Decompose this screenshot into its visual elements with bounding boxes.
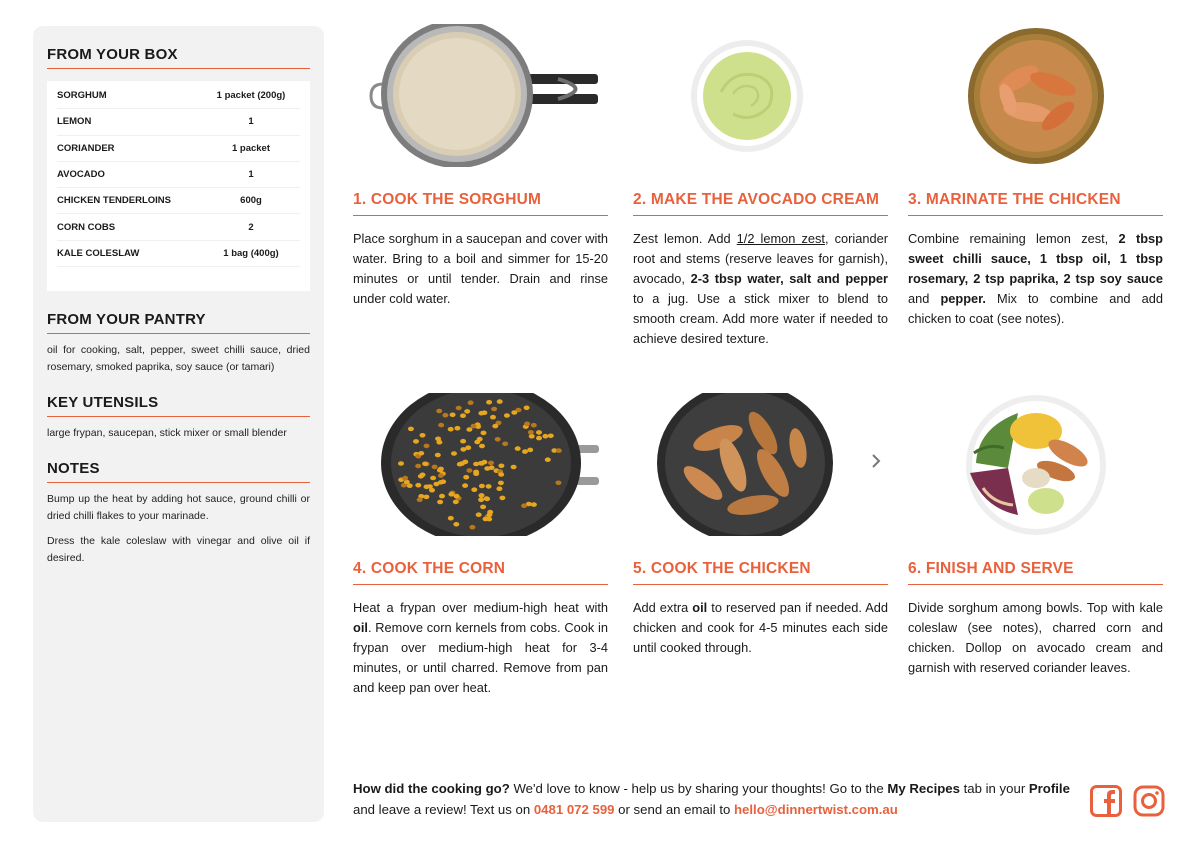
ingredient-row	[57, 188, 300, 214]
ingredient-row	[57, 109, 300, 135]
notes-title: NOTES	[47, 460, 310, 483]
notes-list	[47, 491, 310, 567]
profile-label: Profile	[1028, 781, 1070, 796]
utensils-text: large frypan, saucepan, stick mixer or small blender	[47, 427, 287, 439]
step-3	[908, 24, 1163, 329]
ingredient-qty: 1 bag (400g)	[223, 247, 279, 259]
step-2	[633, 24, 888, 349]
pantry-text: oil for cooking, salt, pepper, sweet chilli sauce, dried rosemary, smoked paprika, soy sauce (or tamari)	[47, 344, 310, 373]
ingredient-qty: 1 packet (200g)	[216, 90, 286, 102]
step-title: 2. MAKE THE AVOCADO CREAM	[633, 191, 888, 216]
ingredient-name: CORIANDER	[57, 142, 115, 154]
ingredient-name: CORN COBS	[57, 221, 116, 233]
step-1	[353, 24, 608, 309]
ingredient-qty: 1	[248, 116, 254, 128]
avocado-cream-photo	[633, 24, 888, 167]
step-4	[353, 393, 608, 698]
facebook-icon[interactable]	[1090, 785, 1122, 817]
step-title: 3. MARINATE THE CHICKEN	[908, 191, 1163, 216]
ingredient-name: KALE COLESLAW	[57, 247, 140, 259]
step-instructions: Heat a frypan over medium-high heat with oil. Remove corn kernels from cobs. Cook in frypan over medium-high heat for 3-4 minutes, or until charred. Remove from pan and keep pan over heat.	[353, 600, 608, 695]
utensils-title: KEY UTENSILS	[47, 394, 310, 417]
step-instructions: Add extra oil to reserved pan if needed. Add chicken and cook for 4-5 minutes each side until cooked through.	[633, 600, 888, 655]
ingredient-qty: 600g	[240, 195, 262, 207]
footer-text: tab in your	[959, 781, 1029, 796]
ingredient-row	[57, 136, 300, 162]
step-instructions: Zest lemon. Add 1/2 lemon zest, coriander root and stems (reserve leaves for garnish), avocado, 2-3 tbsp water, salt and pepper to a jug. Use a stick mixer to blend to smooth cream. Add more water if needed to achieve desired texture.	[633, 231, 888, 346]
step-6	[908, 393, 1163, 678]
finished-bowl-photo	[908, 393, 1163, 536]
charred-corn-photo	[353, 393, 608, 536]
marinated-chicken-photo	[908, 24, 1163, 167]
step-instructions: Combine remaining lemon zest, 2 tbsp sweet chilli sauce, 1 tbsp oil, 1 tbsp rosemary, 2 tsp paprika, 2 tsp soy sauce and pepper. Mix to combine and add chicken to coat (see notes).	[908, 231, 1163, 326]
step-instructions: Divide sorghum among bowls. Top with kale coleslaw (see notes), charred corn and chicken. Dollop on avocado cream and garnish with reserved coriander leaves.	[908, 600, 1163, 675]
step-title: 5. COOK THE CHICKEN	[633, 560, 888, 585]
ingredient-name: LEMON	[57, 116, 92, 128]
ingredient-qty: 1 packet	[231, 142, 271, 154]
ingredients-sidebar	[33, 26, 324, 822]
step-title: 6. FINISH AND SERVE	[908, 560, 1163, 585]
instagram-icon[interactable]	[1133, 785, 1165, 817]
step-5	[633, 393, 888, 658]
step-title: 1. COOK THE SORGHUM	[353, 191, 608, 216]
pantry-title: FROM YOUR PANTRY	[47, 311, 310, 334]
phone-link[interactable]: 0481 072 599	[533, 802, 615, 817]
footer-text: or send an email to	[614, 802, 734, 817]
box-title: FROM YOUR BOX	[47, 46, 310, 69]
ingredient-row	[57, 214, 300, 240]
ingredient-name: AVOCADO	[57, 169, 105, 181]
ingredient-name: SORGHUM	[57, 90, 107, 102]
cooked-chicken-photo	[633, 393, 888, 536]
ingredient-row	[57, 162, 300, 188]
box-ingredients-table	[47, 81, 310, 291]
ingredient-row	[57, 241, 300, 267]
email-link[interactable]: hello@dinnertwist.com.au	[734, 802, 898, 817]
note-item: Bump up the heat by adding hot sauce, ground chilli or dried chilli flakes to your marinade.	[47, 493, 310, 522]
sorghum-photo	[353, 24, 608, 167]
ingredient-qty: 2	[248, 221, 254, 233]
my-recipes-label: My Recipes	[887, 781, 960, 796]
ingredient-row	[57, 83, 300, 109]
step-title: 4. COOK THE CORN	[353, 560, 608, 585]
step-instructions: Place sorghum in a saucepan and cover with water. Bring to a boil and simmer for 15-20 minutes or until tender. Drain and rinse under cold water.	[353, 231, 608, 306]
feedback-question: How did the cooking go?	[353, 781, 510, 796]
ingredient-name: CHICKEN TENDERLOINS	[57, 195, 172, 207]
feedback-footer	[353, 778, 1078, 820]
ingredient-qty: 1	[248, 169, 254, 181]
footer-text: We'd love to know - help us by sharing your thoughts! Go to the	[509, 781, 888, 796]
note-item: Dress the kale coleslaw with vinegar and olive oil if desired.	[47, 535, 310, 564]
footer-text: and leave a review! Text us on	[353, 802, 534, 817]
